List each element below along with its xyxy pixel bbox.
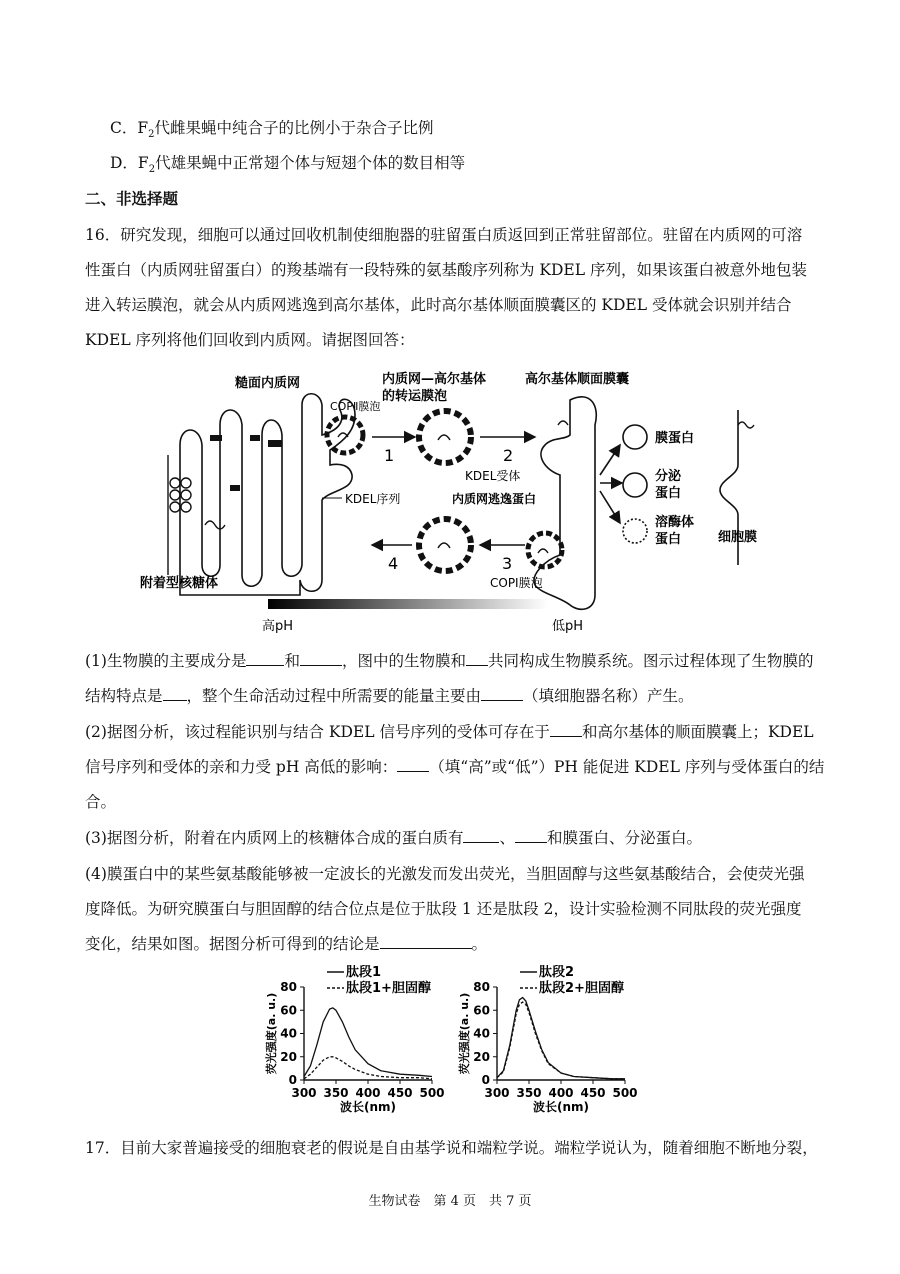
q16-intro-line: KDEL 序列将他们回收到内质网。请据图回答： [85, 331, 415, 349]
legend-label: 肽段1+胆固醇 [346, 981, 431, 996]
q16-intro-line: 性蛋白（内质网驻留蛋白）的羧基端有一段特殊的氨基酸序列称为 KDEL 序列，如果该蛋白被意外地包装 [85, 261, 807, 279]
x-axis-label: 波长(nm) [339, 1100, 397, 1114]
membrane-protein-vesicle [623, 425, 647, 449]
cis-golgi-label: 高尔基体顺面膜囊 [525, 372, 630, 387]
answer-blank[interactable] [466, 651, 488, 666]
x-tick-label: 300 [291, 1086, 317, 1100]
y-tick-label: 40 [473, 1026, 490, 1041]
ph-gradient-bar [268, 599, 548, 609]
x-axis-label: 波长(nm) [532, 1100, 590, 1114]
q16-sub4-line2: 度降低。为研究膜蛋白与胆固醇的结合位点是位于肽段 1 还是肽段 2，设计实验检测不同肽段的荧光强度 [85, 900, 802, 918]
rough-er-label: 糙面内质网 [235, 376, 301, 391]
y-tick-label: 80 [280, 980, 297, 994]
golgi-cisterna [534, 397, 596, 609]
step-2-label: 2 [503, 446, 514, 465]
step-4-label: 4 [388, 554, 399, 573]
x-tick-label: 500 [419, 1086, 445, 1100]
option-d: D．$F_2$代雄果蝇中正常翅个体与短翅个体的数目相等 [110, 154, 466, 176]
series-line-1 [304, 1008, 432, 1077]
x-tick-label: 450 [387, 1086, 413, 1100]
y-axis-label: 荧光强度(a. u.) [458, 992, 471, 1075]
ribosome-label: 附着型核糖体 [140, 576, 219, 591]
q16-sub1-line2: 结构特点是 ，整个生命活动过程中所需要的能量主要由 （填细胞器名称）产生。 [85, 687, 694, 705]
answer-blank[interactable] [380, 934, 472, 949]
x-tick-label: 500 [612, 1086, 638, 1100]
kdel-receptor-label: KDEL受体 [465, 469, 521, 483]
x-tick-label: 400 [355, 1086, 381, 1100]
series-line-1 [497, 998, 625, 1079]
page-footer: 生物试卷 第 4 页 共 7 页 [368, 1194, 532, 1209]
answer-blank[interactable] [515, 828, 547, 843]
step-1-label: 1 [384, 446, 395, 465]
cell-membrane-label: 细胞膜 [718, 530, 758, 545]
q16-sub2-line3: 合。 [85, 793, 117, 811]
y-axis-label: 荧光强度(a. u.) [265, 992, 278, 1075]
copi-label: COPⅠ膜泡 [490, 576, 543, 590]
legend-label: 肽段2 [539, 965, 575, 980]
copii-label: COPⅡ膜泡 [330, 400, 381, 413]
membrane-protein-label: 膜蛋白 [655, 431, 695, 446]
section-title: 二、非选择题 [85, 189, 179, 208]
x-tick-label: 350 [516, 1086, 542, 1100]
fluorescence-chart-2 [455, 965, 640, 1130]
q16-sub2-line1: (2)据图分析，该过程能识别与结合 KDEL 信号序列的受体可存在于 和高尔基体的顺面膜囊上；KDEL [85, 723, 814, 741]
x-tick-label: 300 [484, 1086, 510, 1100]
answer-blank[interactable] [550, 722, 582, 737]
x-tick-label: 400 [548, 1086, 574, 1100]
q16-intro-line: 16．研究发现，细胞可以通过回收机制使细胞器的驻留蛋白质返回到正常驻留部位。驻留在内质网的可溶 [85, 226, 803, 244]
lysosome-label-2: 蛋白 [655, 532, 682, 547]
y-tick-label: 60 [473, 1003, 490, 1018]
answer-blank[interactable] [163, 686, 187, 701]
y-tick-label: 40 [280, 1026, 297, 1041]
answer-blank[interactable] [481, 686, 523, 701]
fluorescence-chart-1 [262, 965, 447, 1130]
q17-line1: 17．目前大家普遍接受的细胞衰老的假说是自由基学说和端粒学说。端粒学说认为，随着细胞不断地分裂， [85, 1139, 818, 1157]
y-tick-label: 0 [481, 1073, 490, 1087]
y-tick-label: 20 [280, 1049, 297, 1064]
y-tick-label: 0 [288, 1073, 297, 1087]
low-ph-label: 低pH [552, 619, 584, 634]
y-tick-label: 60 [280, 1003, 297, 1018]
answer-blank[interactable] [463, 828, 499, 843]
secreted-label-2: 蛋白 [655, 486, 682, 501]
return-vesicle [419, 519, 471, 571]
step-3-label: 3 [502, 554, 513, 573]
lysosome-vesicle [623, 519, 647, 543]
answer-blank[interactable] [246, 651, 284, 666]
answer-blank[interactable] [397, 757, 429, 772]
attached-ribosomes [168, 455, 225, 575]
legend-label: 肽段1 [346, 965, 382, 980]
y-tick-label: 20 [473, 1049, 490, 1064]
kdel-diagram [140, 365, 780, 637]
q16-sub1-line1: (1)生物膜的主要成分是 和 ，图中的生物膜和 共同构成生物膜系统。图示过程体现了生物膜的 [85, 652, 814, 670]
escaped-protein-label: 内质网逃逸蛋白 [452, 492, 537, 506]
secreted-label-1: 分泌 [655, 469, 682, 484]
option-c: C．$F_2$代雌果蝇中纯合子的比例小于杂合子比例 [110, 119, 434, 141]
q16-sub4-line3: 变化，结果如图。据图分析可得到的结论是 。 [85, 935, 488, 953]
transport-label-2: 的转运膜泡 [382, 389, 448, 404]
transport-vesicle [419, 411, 471, 463]
x-tick-label: 350 [323, 1086, 349, 1100]
q16-sub2-line2: 信号序列和受体的亲和力受 pH 高低的影响： （填“高”或“低”）PH 能促进 KDEL 序列与受体蛋白的结 [85, 758, 825, 776]
q16-intro-line: 进入转运膜泡，就会从内质网逃逸到高尔基体，此时高尔基体顺面膜囊区的 KDEL 受体就会识别并结合 [85, 296, 792, 314]
secreted-protein-vesicle [623, 473, 647, 497]
transport-label-1: 内质网—高尔基体 [382, 372, 487, 387]
legend-label: 肽段2+胆固醇 [539, 981, 624, 996]
q16-sub4-line1: (4)膜蛋白中的某些氨基酸能够被一定波长的光激发而发出荧光，当胆固醇与这些氨基酸结合，会使荧光强 [85, 865, 805, 883]
y-tick-label: 80 [473, 980, 490, 994]
lysosome-label-1: 溶酶体 [655, 515, 695, 530]
x-tick-label: 450 [580, 1086, 606, 1100]
high-ph-label: 高pH [262, 619, 294, 634]
kdel-seq-label: KDEL序列 [345, 492, 401, 506]
answer-blank[interactable] [300, 651, 342, 666]
q16-sub3: (3)据图分析，附着在内质网上的核糖体合成的蛋白质有 、 和膜蛋白、分泌蛋白。 [85, 829, 702, 847]
